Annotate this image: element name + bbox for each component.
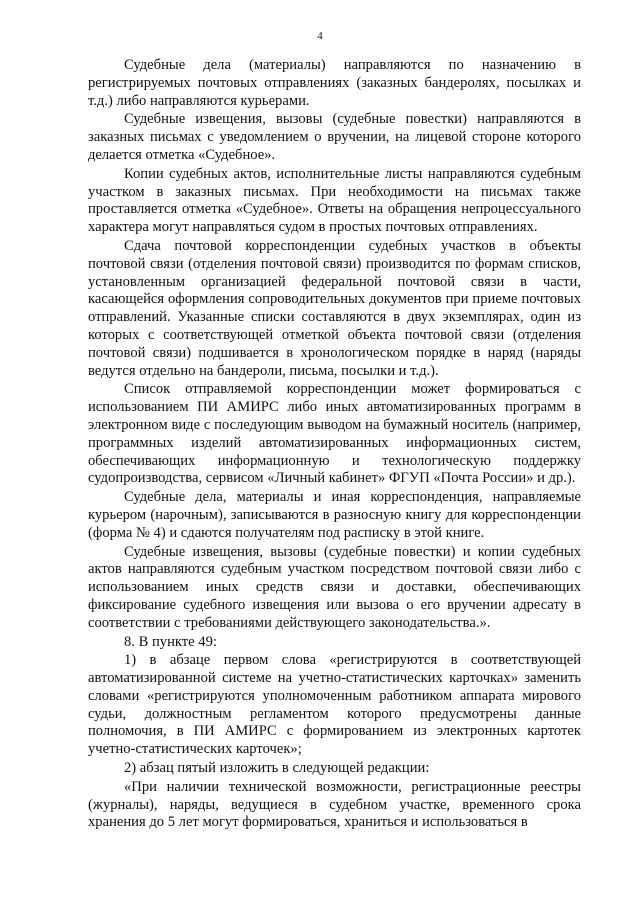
paragraph-postal-submission: Сдача почтовой корреспонденции судебных участков в объекты почтовой связи (отделения почтовой связи) производится по формам списков, установленным организацией федеральной почтовой связи в части, касающейся оформления сопроводительных документов при приеме почтовых отправлений. Указанные списки составляются в двух экземплярах, один из которых с соответствующей отметкой объекта почтовой связи (отделения почтовой связи) подшивается в хронологическом порядке в наряд (наряды ведутся отдельно на бандероли, письма, посылки и т.д.). xyxy=(88,237,581,379)
paragraph-subitem-2: 2) абзац пятый изложить в следующей редакции: xyxy=(124,760,430,777)
paragraph-dispatch-list: Список отправляемой корреспонденции может формироваться с использованием ПИ АМИРС либо иных автоматизированных программ в электронном виде с последующим выводом на бумажный носитель (например, программных изделий автоматизированных информационных систем, обеспечивающих информационную и технологическую поддержку судопроизводства, сервисом «Личный кабинет» ФГУП «Почта России» и др.). xyxy=(88,381,581,487)
paragraph-court-notices: Судебные извещения, вызовы (судебные повестки) направляются в заказных письмах с уведомлением о вручении, на лицевой стороне которого делается отметка «Судебное». xyxy=(88,111,581,163)
page-number: 4 xyxy=(317,30,323,42)
paragraph-subitem-1: 1) в абзаце первом слова «регистрируются в соответствующей автоматизированной системе на учетно-статистических карточках» заменить словами «регистрируются уполномоченным работником аппарата мирового судьи, должностным регламентом которого предусмотрены данные полномочия, в ПИ АМИРС с формированием из электронных картотек учетно-статистических карточек»; xyxy=(88,652,581,758)
document-body xyxy=(88,57,581,832)
paragraph-new-wording: «При наличии технической возможности, регистрационные реестры (журналы), наряды, ведущиеся в судебном участке, временного срока хранения до 5 лет могут формироваться, храниться и использоваться в xyxy=(88,778,581,831)
paragraph-courier-delivery: Судебные дела, материалы и иная корреспонденция, направляемые курьером (нарочным), записываются в разносную книгу для корреспонденции (форма № 4) и сдаются получателям под расписку в этой книге. xyxy=(88,489,581,541)
paragraph-court-cases-dispatch: Судебные дела (материалы) направляются по назначению в регистрируемых почтовых отправлениях (заказных бандеролях, посылках и т.д.) либо направляются курьерами. xyxy=(88,57,581,109)
paragraph-notice-delivery: Судебные извещения, вызовы (судебные повестки) и копии судебных актов направляются судебным участком посредством почтовой связи либо с использованием иных средств связи и доставки, обеспечивающих фиксирование судебного извещения или вызова о его вручении адресату в соответствии с требованиями действующего законодательства.». xyxy=(88,543,581,631)
paragraph-court-act-copies: Копии судебных актов, исполнительные листы направляются судебным участком в заказных письмах. При необходимости на письмах также проставляется отметка «Судебное». Ответы на обращения непроцессуального характера могут направляться судом в простых почтовых отправлениях. xyxy=(88,165,581,236)
paragraph-item-8: 8. В пункте 49: xyxy=(124,633,217,650)
